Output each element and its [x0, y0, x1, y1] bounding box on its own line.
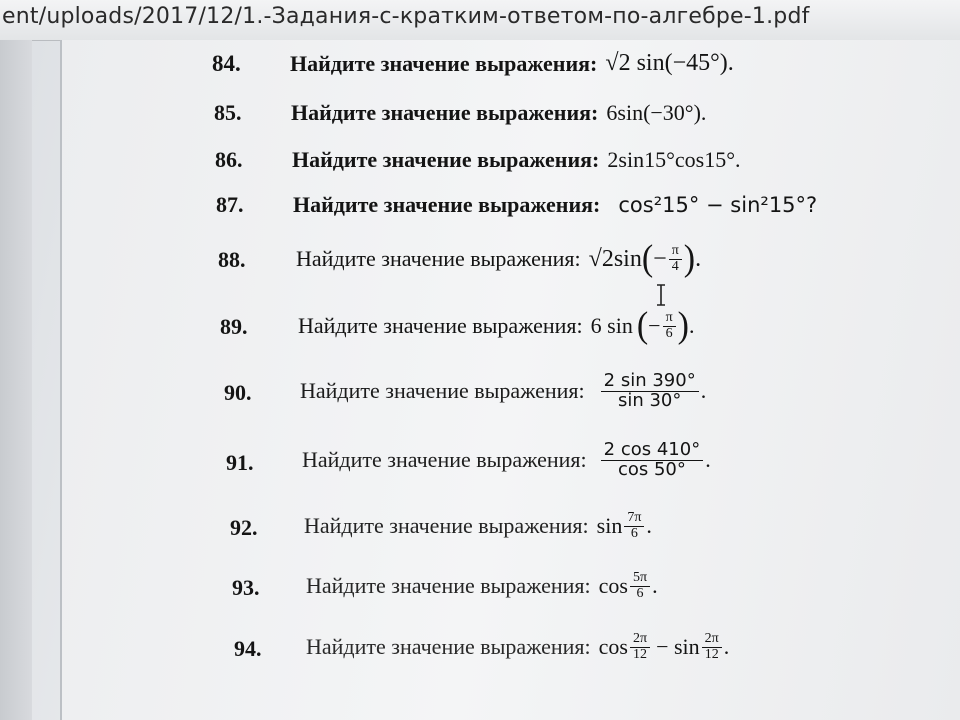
- denominator: 12: [633, 646, 648, 662]
- problem-number: 90.: [224, 380, 252, 405]
- problem-93: [232, 562, 658, 610]
- fraction: [624, 511, 644, 541]
- expression: [599, 571, 658, 601]
- expr-head: √2sin: [588, 245, 642, 272]
- expression: [590, 305, 695, 346]
- problem-label: Найдите значение выражения:: [300, 378, 585, 403]
- expression: cos²15° − sin²15°?: [618, 193, 818, 217]
- problem-label: Найдите значение выражения:: [290, 50, 598, 76]
- problem-label: Найдите значение выражения:: [292, 147, 600, 172]
- period: .: [689, 313, 695, 338]
- numerator: 2 sin 390°: [601, 372, 699, 392]
- problem-89: [220, 302, 695, 350]
- denominator: 6: [665, 325, 673, 341]
- problem-number: 94.: [234, 636, 262, 661]
- problem-88: [218, 236, 701, 282]
- numerator: 2π: [630, 632, 650, 648]
- fraction: [663, 311, 676, 341]
- problem-90: [224, 364, 706, 418]
- numerator: 2π: [702, 632, 722, 648]
- expression: √2 sin(−45°).: [605, 50, 734, 76]
- problem-number: 89.: [220, 314, 248, 339]
- expression: 2sin15°cos15°.: [607, 147, 741, 172]
- paren-close: ): [677, 305, 689, 346]
- minus-sign: −: [653, 245, 667, 272]
- problem-label: Найдите значение выражения:: [296, 246, 581, 271]
- denominator: sin 30°: [617, 389, 682, 411]
- denominator: 6: [630, 525, 638, 541]
- period: .: [695, 245, 702, 272]
- problem-number: 91.: [226, 450, 254, 475]
- paren-close: ): [683, 238, 696, 279]
- problem-92: [230, 502, 652, 550]
- paren-open: (: [636, 305, 649, 346]
- fraction: [601, 438, 704, 480]
- pdf-page: [62, 40, 960, 720]
- fraction: [630, 632, 650, 662]
- expression: [597, 511, 652, 541]
- problem-number: 85.: [214, 100, 242, 125]
- expr-head: cos: [598, 634, 628, 659]
- expr-head: sin: [596, 513, 623, 538]
- numerator: 7π: [624, 511, 644, 527]
- problem-number: 92.: [230, 515, 258, 540]
- denominator: 4: [671, 258, 679, 274]
- expression: [588, 238, 702, 279]
- period: .: [705, 447, 711, 472]
- problem-94: [234, 622, 729, 672]
- expression: [599, 632, 730, 662]
- expression: [599, 369, 707, 411]
- url-text: ent/uploads/2017/12/1.-Задания-с-кратким-ответом-по-алгебре-1.pdf: [2, 4, 810, 29]
- viewer-sidebar: [0, 40, 32, 720]
- problem-label: Найдите значение выражения:: [293, 192, 601, 217]
- problem-number: 93.: [232, 575, 260, 600]
- pdf-url-bar[interactable]: [0, 0, 960, 41]
- problem-86: [215, 147, 741, 173]
- denominator: 6: [636, 585, 644, 601]
- denominator: 12: [704, 646, 719, 662]
- problem-number: 88.: [218, 247, 246, 272]
- expression: [599, 438, 711, 480]
- numerator: 2 cos 410°: [601, 441, 704, 461]
- denominator: cos 50°: [617, 458, 686, 480]
- problem-label: Найдите значение выражения:: [291, 100, 599, 125]
- fraction: [630, 571, 650, 601]
- fraction: [669, 244, 682, 274]
- fraction: [601, 369, 699, 411]
- numerator: π: [669, 244, 682, 260]
- expr-head: 6 sin: [590, 313, 633, 338]
- paren-open: (: [641, 238, 654, 279]
- problem-number: 86.: [215, 147, 243, 172]
- problem-label: Найдите значение выражения:: [298, 313, 583, 338]
- problem-label: Найдите значение выражения:: [304, 513, 589, 538]
- problem-number: 87.: [216, 192, 244, 217]
- text-cursor-icon: [656, 284, 666, 306]
- period: .: [723, 634, 730, 659]
- period: .: [646, 513, 652, 538]
- problem-91: [226, 432, 711, 488]
- period: .: [700, 378, 707, 403]
- problem-87: [216, 192, 817, 218]
- problem-85: [214, 100, 706, 126]
- problem-number: 84.: [212, 50, 241, 76]
- expr-head: cos: [598, 573, 628, 598]
- problem-label: Найдите значение выражения:: [306, 634, 591, 659]
- numerator: 5π: [630, 571, 650, 587]
- expr-middle: − sin: [656, 634, 700, 659]
- period: .: [652, 573, 658, 598]
- minus-sign: −: [648, 313, 661, 338]
- problem-label: Найдите значение выражения:: [302, 447, 587, 472]
- numerator: π: [663, 311, 676, 327]
- problem-label: Найдите значение выражения:: [306, 573, 591, 598]
- problem-84: [212, 50, 734, 77]
- expression: 6sin(−30°).: [606, 100, 707, 125]
- fraction: [702, 632, 722, 662]
